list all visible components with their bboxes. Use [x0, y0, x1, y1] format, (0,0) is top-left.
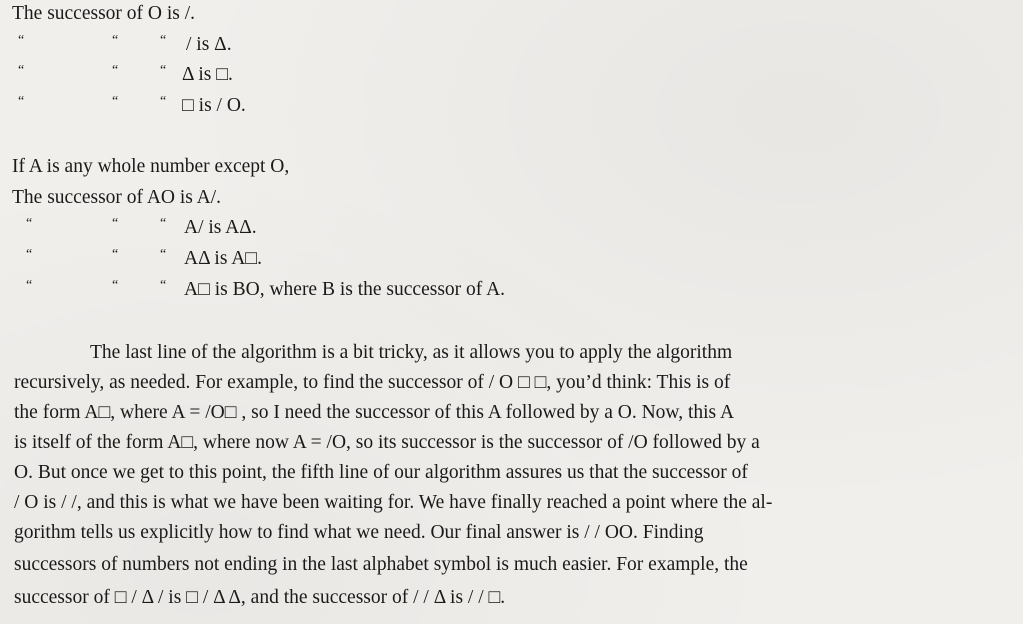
paragraph-line: is itself of the form A□, where now A = /O, so its successor is the successor of /O followed by a: [14, 432, 760, 453]
rule-text: A/ is AΔ.: [184, 217, 257, 238]
ditto-mark: “: [18, 33, 25, 48]
rule-text: A□ is BO, where B is the successor of A.: [184, 279, 506, 300]
rule-line-1: The successor of AO is A/.: [12, 187, 222, 208]
successor-text: / is Δ.: [186, 34, 232, 55]
ditto-mark: “: [26, 247, 33, 262]
successor-line-3: [12, 63, 412, 87]
ditto-mark: “: [160, 94, 167, 109]
ditto-mark: “: [18, 63, 25, 78]
successor-text: Δ is □.: [182, 64, 233, 85]
rule-line-4: [12, 278, 712, 302]
ditto-mark: “: [160, 216, 167, 231]
successor-line-1: The successor of O is /.: [12, 3, 196, 24]
ditto-mark: “: [112, 94, 119, 109]
rule-line-2: [12, 216, 712, 240]
successor-line-4: [12, 94, 412, 118]
paragraph-line: The last line of the algorithm is a bit tricky, as it allows you to apply the algorithm: [90, 342, 733, 363]
paragraph-line: successor of □ / Δ / is □ / Δ Δ, and the successor of / / Δ is / / □.: [14, 587, 506, 608]
ditto-mark: “: [112, 247, 119, 262]
rule-line-3: [12, 247, 712, 271]
paragraph-line: successors of numbers not ending in the last alphabet symbol is much easier. For example, the: [14, 554, 748, 575]
paragraph-line: recursively, as needed. For example, to find the successor of / O □ □, you’d think: This is of: [14, 372, 731, 393]
ditto-mark: “: [160, 63, 167, 78]
paragraph-line: the form A□, where A = /O□ , so I need the successor of this A followed by a O. Now, this A: [14, 402, 735, 423]
rule-text: AΔ is A□.: [184, 248, 262, 269]
ditto-mark: “: [160, 33, 167, 48]
rule-intro: If A is any whole number except O,: [12, 156, 290, 177]
ditto-mark: “: [112, 278, 119, 293]
paragraph-line: gorithm tells us explicitly how to find what we need. Our final answer is / / OO. Finding: [14, 522, 704, 543]
ditto-mark: “: [160, 247, 167, 262]
paragraph-line: / O is / /, and this is what we have been waiting for. We have finally reached a point where the al-: [14, 492, 773, 513]
ditto-mark: “: [112, 216, 119, 231]
successor-line-2: [12, 33, 412, 57]
ditto-mark: “: [112, 33, 119, 48]
ditto-mark: “: [18, 94, 25, 109]
paragraph-line: O. But once we get to this point, the fifth line of our algorithm assures us that the successor of: [14, 462, 748, 483]
ditto-mark: “: [26, 216, 33, 231]
ditto-mark: “: [160, 278, 167, 293]
successor-text: □ is / O.: [182, 95, 246, 116]
ditto-mark: “: [26, 278, 33, 293]
ditto-mark: “: [112, 63, 119, 78]
